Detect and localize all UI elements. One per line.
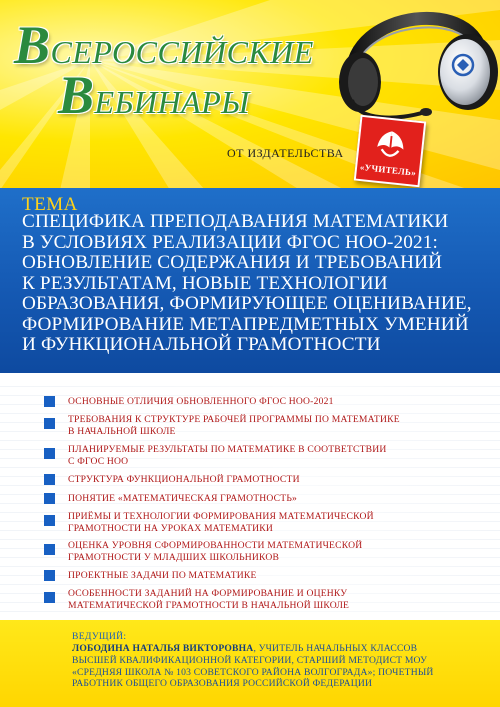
list-item-line: ПРОЕКТНЫЕ ЗАДАЧИ ПО МАТЕМАТИКЕ [68, 570, 257, 581]
list-item-text [68, 396, 468, 408]
square-bullet-icon [44, 493, 55, 504]
title-rest-1: СЕРОССИЙСКИЕ [50, 34, 314, 70]
title-line-2 [58, 65, 250, 125]
topic-line: ОБРАЗОВАНИЯ, ФОРМИРУЮЩЕЕ ОЦЕНИВАНИЕ, [22, 293, 472, 314]
topic-line: ФОРМИРОВАНИЕ МЕТАПРЕДМЕТНЫХ УМЕНИЙ [22, 313, 469, 335]
list-item-line: СТРУКТУРА ФУНКЦИОНАЛЬНОЙ ГРАМОТНОСТИ [68, 474, 300, 485]
topic-line: ОБНОВЛЕНИЕ СОДЕРЖАНИЯ И ТРЕБОВАНИЙ [22, 252, 443, 273]
list-item-text [68, 540, 468, 564]
host-description [72, 643, 472, 690]
program-list [0, 380, 500, 620]
list-item-line: С ФГОС НОО [68, 456, 129, 467]
topic-label: ТЕМА [22, 194, 78, 215]
topic-line: И ФУНКЦИОНАЛЬНОЙ ГРАМОТНОСТИ [22, 334, 381, 355]
title-initial-1: В [14, 15, 51, 75]
list-item-line: ГРАМОТНОСТИ У МЛАДШИХ ШКОЛЬНИКОВ [68, 552, 280, 563]
list-item-line: ОСОБЕННОСТИ ЗАДАНИЙ НА ФОРМИРОВАНИЕ И ОЦЕНКУ [68, 588, 348, 599]
square-bullet-icon [44, 544, 55, 555]
topic-line: В УСЛОВИЯХ РЕАЛИЗАЦИИ ФГОС НОО-2021: [22, 231, 438, 253]
header-banner [0, 0, 500, 190]
host-desc-first: , УЧИТЕЛЬ НАЧАЛЬНЫХ КЛАССОВ [253, 643, 418, 654]
title-rest-2: ЕБИНАРЫ [94, 84, 250, 120]
list-item-text [68, 588, 468, 612]
topic-line: СПЕЦИФИКА ПРЕПОДАВАНИЯ МАТЕМАТИКИ [22, 211, 449, 232]
logo-text: «УЧИТЕЛЬ» [359, 161, 417, 178]
list-item-text [68, 570, 468, 582]
list-item-line: ОСНОВНЫЕ ОТЛИЧИЯ ОБНОВЛЕННОГО ФГОС НОО-2021 [68, 396, 334, 407]
square-bullet-icon [44, 396, 55, 407]
list-item-line: ГРАМОТНОСТИ НА УРОКАХ МАТЕМАТИКИ [68, 523, 274, 534]
host-line: РАБОТНИК ОБЩЕГО ОБРАЗОВАНИЯ РОССИЙСКОЙ ФЕДЕРАЦИИ [72, 678, 373, 690]
uchitel-logo [354, 115, 427, 188]
title-initial-2: В [58, 65, 95, 125]
list-item-text [68, 474, 468, 486]
host-name: ЛОБОДИНА НАТАЛЬЯ ВИКТОРОВНА [72, 643, 254, 654]
square-bullet-icon [44, 448, 55, 459]
host-line: ВЫСШЕЙ КВАЛИФИКАЦИОННОЙ КАТЕГОРИИ, СТАРШИЙ МЕТОДИСТ МОУ [72, 654, 428, 666]
publisher-label: ОТ ИЗДАТЕЛЬСТВА [227, 146, 344, 160]
square-bullet-icon [44, 418, 55, 429]
list-item-text [68, 493, 468, 505]
list-item-text [68, 511, 468, 535]
hosts-label: ВЕДУЩИЙ: [72, 631, 127, 642]
list-item-text [68, 444, 468, 468]
topic-title [22, 212, 492, 356]
square-bullet-icon [44, 515, 55, 526]
list-item-line: ТРЕБОВАНИЯ К СТРУКТУРЕ РАБОЧЕЙ ПРОГРАММЫ ПО МАТЕМАТИКЕ [68, 414, 400, 425]
list-item-line: ОЦЕНКА УРОВНЯ СФОРМИРОВАННОСТИ МАТЕМАТИЧЕСКОЙ [68, 540, 363, 551]
list-item-line: ПОНЯТИЕ «МАТЕМАТИЧЕСКАЯ ГРАМОТНОСТЬ» [68, 493, 298, 504]
list-item-line: ПРИЁМЫ И ТЕХНОЛОГИИ ФОРМИРОВАНИЯ МАТЕМАТИЧЕСКОЙ [68, 511, 374, 522]
list-item-text [68, 414, 468, 438]
list-item-line: МАТЕМАТИЧЕСКОЙ ГРАМОТНОСТИ В НАЧАЛЬНОЙ ШКОЛЕ [68, 600, 350, 611]
square-bullet-icon [44, 570, 55, 581]
host-line [72, 643, 472, 655]
list-item-line: В НАЧАЛЬНОЙ ШКОЛЕ [68, 426, 176, 437]
square-bullet-icon [44, 474, 55, 485]
list-item-line: ПЛАНИРУЕМЫЕ РЕЗУЛЬТАТЫ ПО МАТЕМАТИКЕ В СООТВЕТСТВИИ [68, 444, 387, 455]
title-line-1 [14, 15, 314, 75]
headphones-icon [330, 0, 500, 125]
square-bullet-icon [44, 592, 55, 603]
topic-section [0, 188, 500, 373]
hosts-section [0, 620, 500, 707]
host-line: «СРЕДНЯЯ ШКОЛА № 103 СОВЕТСКОГО РАЙОНА ВОЛГОГРАДА»; ПОЧЕТНЫЙ [72, 666, 434, 678]
topic-line: К РЕЗУЛЬТАТАМ, НОВЫЕ ТЕХНОЛОГИИ [22, 272, 388, 294]
